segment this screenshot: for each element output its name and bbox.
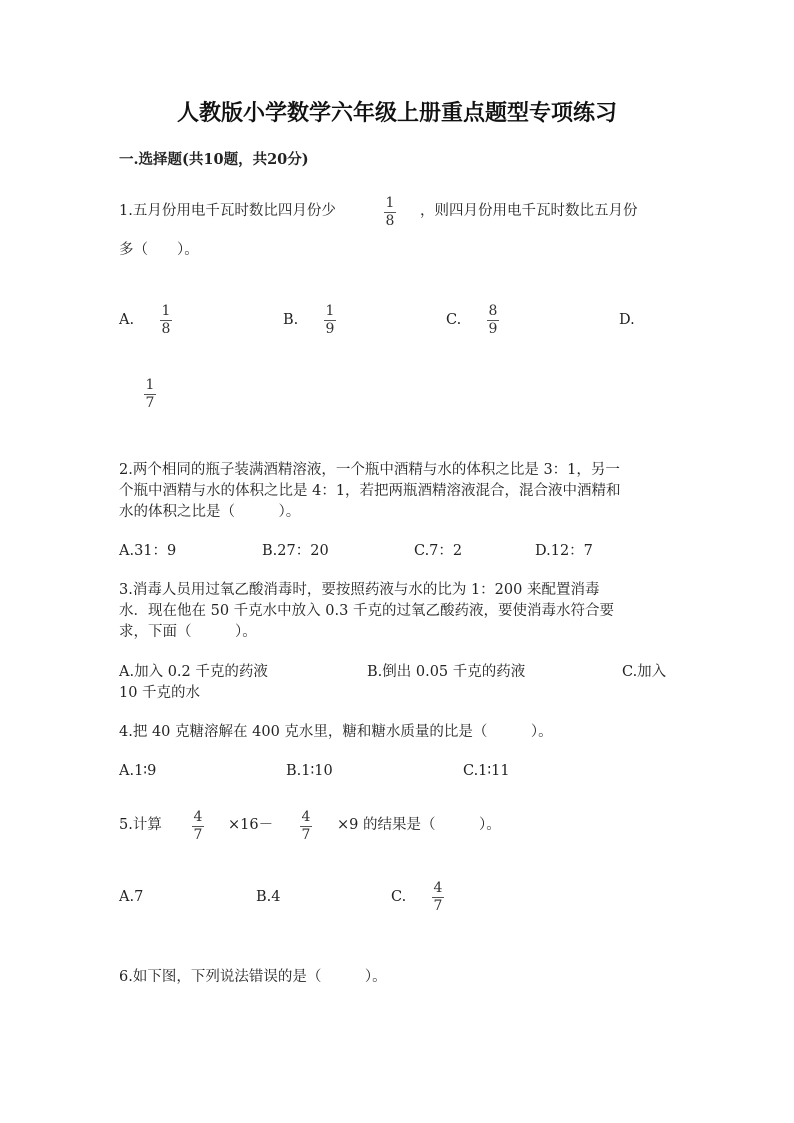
- q5-option-b: B.4: [256, 889, 281, 905]
- q1-option-b-numerator: 1: [325, 303, 335, 319]
- q3-line-1: 3.消毒人员用过氧乙酸消毒时，要按照药液与水的比为 1：200 来配置消毒: [119, 582, 600, 598]
- q1-option-b-denominator: 9: [325, 321, 335, 337]
- q1-option-c-fraction: [485, 304, 501, 337]
- q5-fraction-1-denominator: 7: [193, 827, 203, 843]
- q1-option-d-fraction: [142, 378, 158, 411]
- q2-option-b: B.27：20: [262, 543, 329, 559]
- page-title: 人教版小学数学六年级上册重点题型专项练习: [176, 100, 617, 126]
- q1-fraction-denominator: 8: [385, 213, 395, 229]
- q5-option-c-label: C.: [391, 889, 407, 905]
- q1-option-b-fraction: [322, 304, 338, 337]
- q1-option-a-label: A.: [119, 312, 135, 328]
- q5-option-c-fraction: [430, 881, 446, 914]
- q5-text-a: 5.计算: [119, 817, 162, 833]
- q1-option-d-numerator: 1: [145, 377, 155, 393]
- q2-line-2: 个瓶中酒精与水的体积之比是 4：1，若把两瓶酒精溶液混合，混合液中酒精和: [119, 483, 621, 499]
- q1-text-c: 多（ ）。: [119, 242, 199, 258]
- q1-text-b: ，则四月份用电千瓦时数比五月份: [420, 203, 638, 219]
- q5-text-c: ×9 的结果是（ ）。: [337, 817, 501, 833]
- q1-text-a: 1.五月份用电千瓦时数比四月份少: [119, 203, 336, 219]
- q3-line-3: 求，下面（ ）。: [119, 624, 257, 640]
- q1-option-b-label: B.: [283, 312, 299, 328]
- q1-option-c-denominator: 9: [488, 321, 498, 337]
- q5-option-c-denominator: 7: [433, 898, 443, 914]
- q2-option-a: A.31：9: [119, 543, 177, 559]
- q4-option-a: A.1∶9: [119, 763, 157, 779]
- section-heading: 一.选择题(共10题，共20分): [119, 151, 309, 168]
- q5-option-a: A.7: [119, 889, 144, 905]
- q3-option-b: B.倒出 0.05 千克的药液: [367, 664, 526, 680]
- q5-fraction-2-numerator: 4: [301, 809, 311, 825]
- q1-option-d-denominator: 7: [145, 395, 155, 411]
- q5-fraction-2-denominator: 7: [301, 827, 311, 843]
- q3-option-c-continued: 10 千克的水: [119, 685, 201, 701]
- q5-fraction-2: [298, 810, 314, 843]
- q5-option-c-numerator: 4: [433, 880, 443, 896]
- q5-fraction-1-numerator: 4: [193, 809, 203, 825]
- q6-text: 6.如下图，下列说法错误的是（ ）。: [119, 969, 387, 985]
- q1-option-a-denominator: 8: [161, 321, 171, 337]
- q1-fraction: [382, 196, 398, 229]
- q1-option-d-label: D.: [619, 312, 635, 328]
- q1-option-a-fraction: [158, 304, 174, 337]
- q2-line-1: 2.两个相同的瓶子装满酒精溶液，一个瓶中酒精与水的体积之比是 3：1，另一: [119, 462, 620, 478]
- q5-text-b: ×16－: [228, 817, 274, 833]
- q3-option-a: A.加入 0.2 千克的药液: [119, 664, 268, 680]
- q3-line-2: 水．现在他在 50 千克水中放入 0.3 千克的过氧乙酸药液，要使消毒水符合要: [119, 603, 614, 619]
- q1-option-a-numerator: 1: [161, 303, 171, 319]
- q1-option-c-numerator: 8: [488, 303, 498, 319]
- q3-option-c: C.加入: [622, 664, 667, 680]
- q5-fraction-1: [190, 810, 206, 843]
- q1-fraction-numerator: 1: [385, 195, 395, 211]
- q2-option-d: D.12：7: [535, 543, 593, 559]
- q2-line-3: 水的体积之比是（ ）。: [119, 504, 301, 520]
- q4-text: 4.把 40 克糖溶解在 400 克水里，糖和糖水质量的比是（ ）。: [119, 724, 553, 740]
- q2-option-c: C.7：2: [414, 543, 463, 559]
- q4-option-b: B.1∶10: [286, 763, 333, 779]
- q1-option-c-label: C.: [446, 312, 462, 328]
- q4-option-c: C.1∶11: [463, 763, 510, 779]
